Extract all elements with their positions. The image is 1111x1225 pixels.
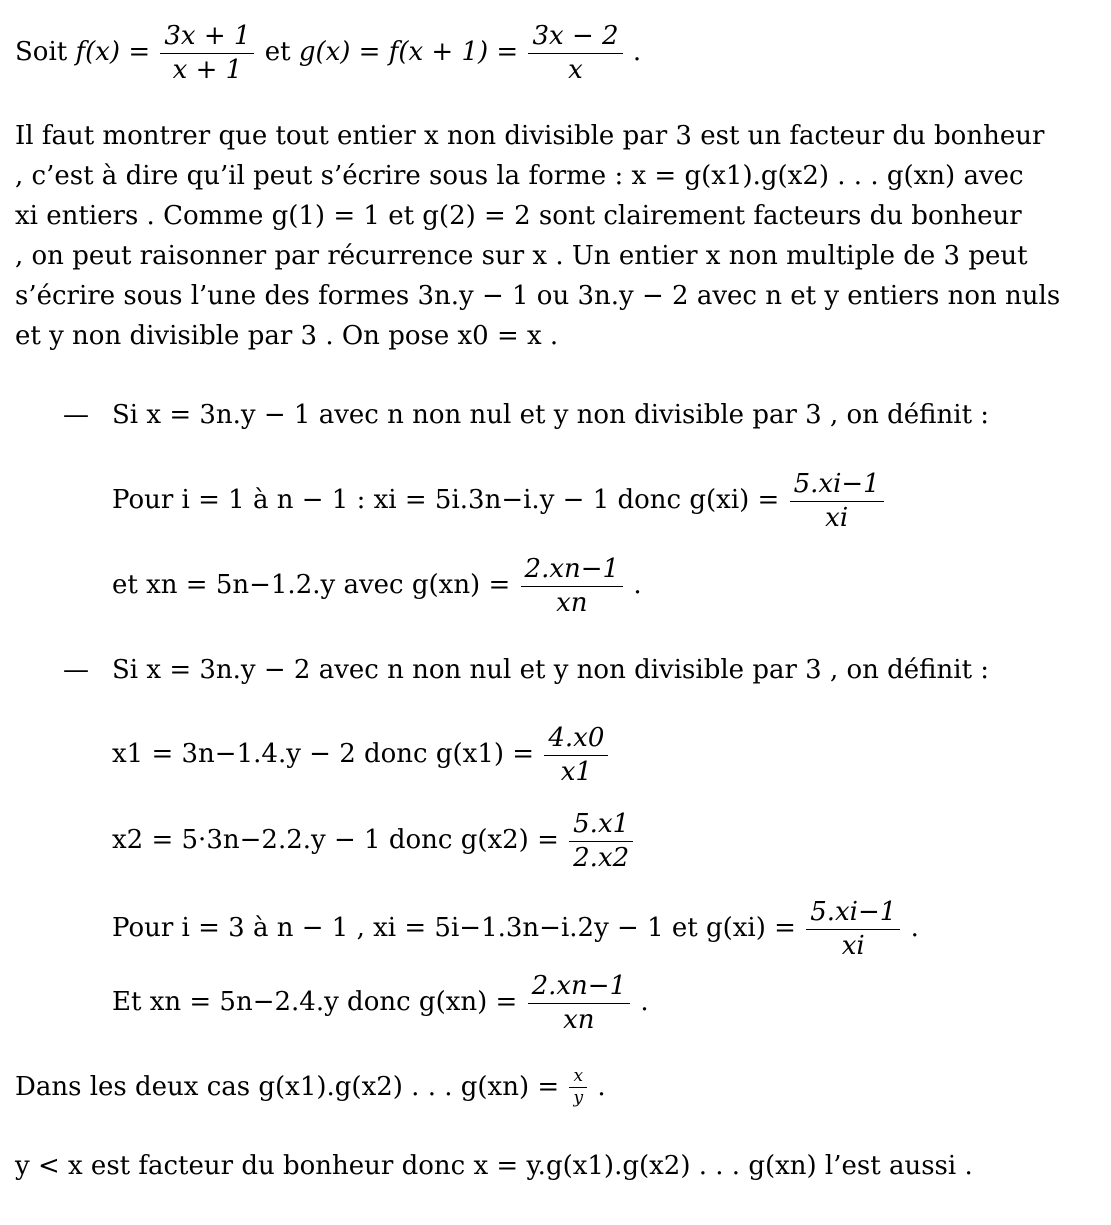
case2-line3-denominator: xi (841, 930, 865, 961)
case2-line3-period: . (910, 913, 919, 943)
case2-line1-fraction (544, 722, 608, 788)
g-fraction (528, 20, 622, 86)
case2-line2-denominator: 2.x2 (573, 842, 630, 873)
case2-line1-numerator: 4.x0 (544, 722, 608, 756)
intro-line (15, 20, 641, 86)
f-definition-lhs: f(x) = (75, 37, 151, 67)
conclusion-denominator: y (573, 1088, 584, 1109)
case2-header: Si x = 3n.y − 2 avec n non nul et y non divisible par 3 , on définit : (112, 655, 990, 685)
case2-line1-text: x1 = 3n−1.4.y − 2 donc g(x1) = (112, 739, 535, 769)
case2-line2-fraction (569, 808, 633, 874)
intro-soit: Soit (15, 37, 68, 67)
case2-line1-denominator: x1 (560, 756, 592, 787)
conclusion-fraction (569, 1066, 587, 1110)
f-denominator: x + 1 (172, 54, 243, 85)
intro-period: . (632, 37, 642, 67)
conclusion-line-2: y < x est facteur du bonheur donc x = y.g(x1).g(x2) . . . g(xn) l’est aussi . (15, 1151, 973, 1181)
case2-line4-fraction (528, 970, 631, 1036)
case1-line2-period: . (633, 570, 642, 600)
case2-line3-text: Pour i = 3 à n − 1 , xi = 5i−1.3n−i.2y − 1 et g(xi) = (112, 913, 796, 943)
case1-line1-text: Pour i = 1 à n − 1 : xi = 5i.3n−i.y − 1 donc g(xi) = (112, 485, 780, 515)
case1-line2-denominator: xn (556, 587, 588, 618)
g-numerator: 3x − 2 (528, 20, 622, 54)
conclusion-numerator: x (569, 1066, 587, 1088)
case1-line1-fraction (790, 468, 884, 534)
paragraph-line-5: s’écrire sous l’une des formes 3n.y − 1 ou 3n.y − 2 avec n et y entiers non nuls (15, 281, 1061, 311)
case2-line4-numerator: 2.xn−1 (528, 970, 631, 1004)
case1-line1-denominator: xi (825, 502, 849, 533)
case2-line-4 (112, 970, 649, 1036)
conclusion-line1-text: Dans les deux cas g(x1).g(x2) . . . g(xn) = (15, 1071, 560, 1102)
paragraph-line-6: et y non divisible par 3 . On pose x0 = x . (15, 321, 559, 351)
paragraph-line-1: Il faut montrer que tout entier x non divisible par 3 est un facteur du bonheur (15, 121, 1045, 151)
conclusion-period: . (597, 1071, 606, 1102)
paragraph-line-3: xi entiers . Comme g(1) = 1 et g(2) = 2 sont clairement facteurs du bonheur (15, 201, 1022, 231)
case2-line3-numerator: 5.xi−1 (806, 896, 900, 930)
case1-header: Si x = 3n.y − 1 avec n non nul et y non divisible par 3 , on définit : (112, 400, 990, 430)
g-denominator: x (568, 54, 583, 85)
case2-line2-text: x2 = 5·3n−2.2.y − 1 donc g(x2) = (112, 825, 559, 855)
case2-line-3 (112, 896, 919, 962)
f-numerator: 3x + 1 (160, 20, 254, 54)
conclusion-line-1 (15, 1066, 606, 1110)
intro-et: et (264, 37, 291, 67)
paragraph-line-2: , c’est à dire qu’il peut s’écrire sous la forme : x = g(x1).g(x2) . . . g(xn) avec (15, 161, 1024, 191)
case2-line-1 (112, 722, 610, 788)
f-fraction (160, 20, 254, 86)
case1-line1-numerator: 5.xi−1 (790, 468, 884, 502)
case1-line-2 (112, 553, 642, 619)
case2-line4-denominator: xn (563, 1004, 595, 1035)
case1-line2-numerator: 2.xn−1 (521, 553, 624, 587)
case2-dash: — (63, 655, 89, 685)
paragraph-line-4: , on peut raisonner par récurrence sur x . Un entier x non multiple de 3 peut (15, 241, 1028, 271)
case2-line4-text: Et xn = 5n−2.4.y donc g(xn) = (112, 987, 518, 1017)
case1-line-1 (112, 468, 886, 534)
case1-line2-fraction (521, 553, 624, 619)
case2-line4-period: . (640, 987, 649, 1017)
case1-dash: — (63, 400, 89, 430)
g-definition-lhs: g(x) = f(x + 1) = (298, 37, 519, 67)
case2-line-2 (112, 808, 635, 874)
case2-line2-numerator: 5.x1 (569, 808, 633, 842)
case1-line2-text: et xn = 5n−1.2.y avec g(xn) = (112, 570, 511, 600)
case2-line3-fraction (806, 896, 900, 962)
